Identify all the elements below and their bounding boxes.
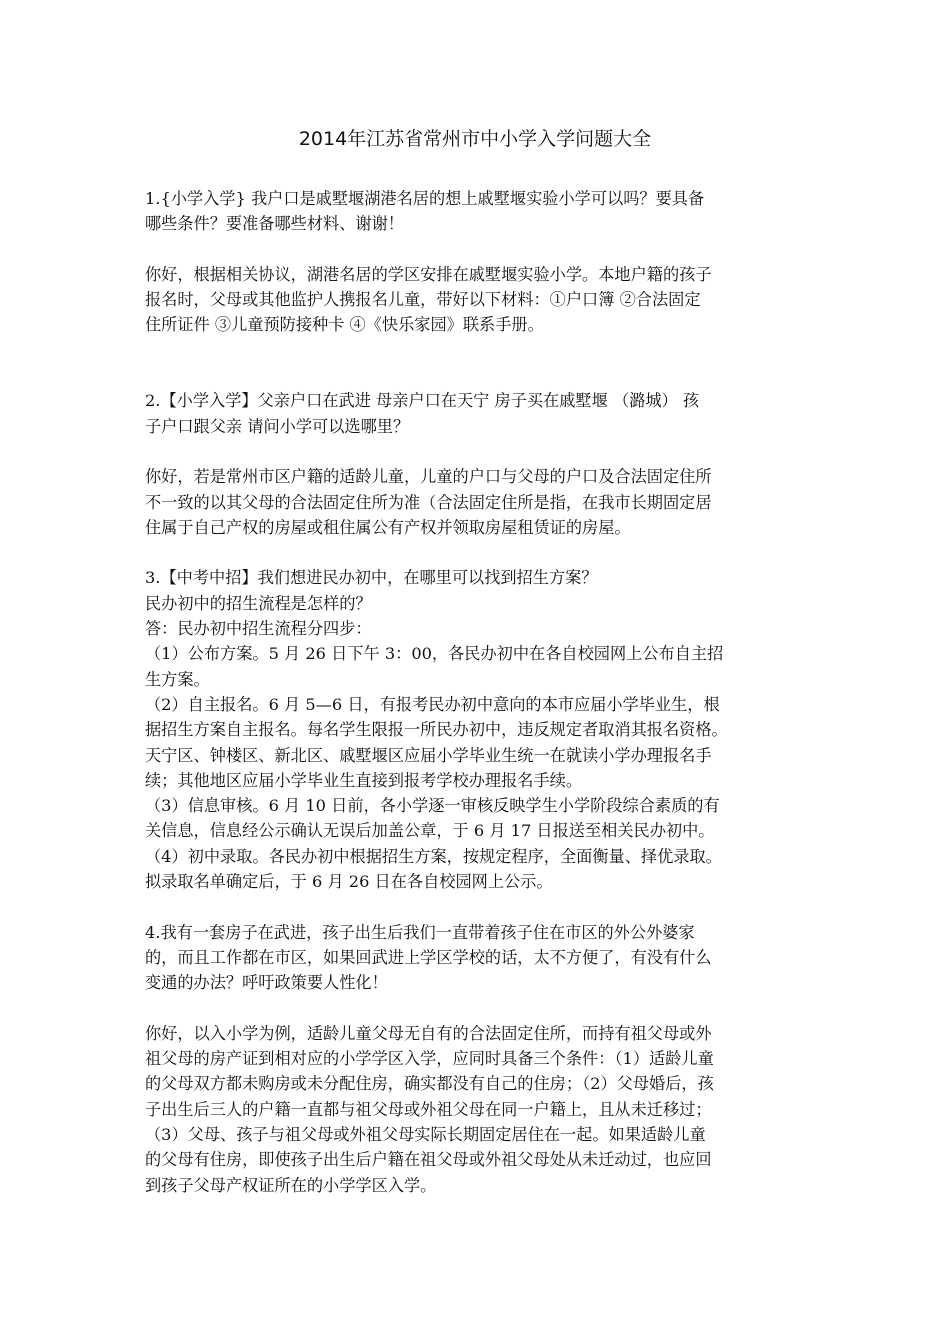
q4-answer-line-5: （3）父母、孩子与祖父母或外祖父母实际长期固定居住在一起。如果适龄儿童	[145, 1124, 706, 1144]
q1-answer-line-1: 你好，根据相关协议，湖港名居的学区安排在戚墅堰实验小学。本地户籍的孩子	[145, 264, 712, 284]
q2-question-line-1: 2.【小学入学】父亲户口在武进 母亲户口在天宁 房子买在戚墅堰 （潞城） 孩	[145, 391, 700, 411]
q3-step-1-line-1: （1）公布方案。5 月 26 日下午 3：00，各民办初中在各自校园网上公布自主招	[145, 644, 724, 664]
q1-answer-line-3: 住所证件 ③儿童预防接种卡 ④《快乐家园》联系手册。	[145, 315, 544, 335]
q4-answer-line-6: 的父母有住房，即使孩子出生后户籍在祖父母或外祖父母处从未迁动过，也应回	[145, 1150, 712, 1170]
q3-step-3-line-2: 关信息，信息经公示确认无误后加盖公章，于 6 月 17 日报送至相关民办初中。	[145, 821, 715, 841]
paragraph-spacer	[145, 439, 810, 464]
q3-question-line-1: 3.【中考中招】我们想进民办初中，在哪里可以找到招生方案？	[145, 568, 598, 588]
q3-step-4-line-2: 拟录取名单确定后，于 6 月 26 日在各自校园网上公示。	[145, 872, 553, 892]
q4-answer-line-7: 到孩子父母产权证所在的小学学区入学。	[145, 1175, 437, 1195]
q1-question-line-2: 哪些条件？要准备哪些材料、谢谢！	[145, 214, 404, 234]
paragraph-spacer	[145, 338, 810, 389]
q2-answer-line-2: 不一致的以其父母的合法固定住所为准（合法固定住所是指，在我市长期固定居	[145, 492, 712, 512]
q4-question-line-2: 的，而且工作都在市区，如果回武进上学区学校的话，太不方便了，有没有什么	[145, 947, 712, 967]
q3-question-line-2: 民办初中的招生流程是怎样的？	[145, 593, 372, 613]
q2-answer-line-1: 你好，若是常州市区户籍的适龄儿童，儿童的户口与父母的户口及合法固定住所	[145, 467, 712, 487]
document-body	[145, 186, 810, 1198]
q1-answer-line-2: 报名时，父母或其他监护人携报名儿童，带好以下材料：①户口簿 ②合法固定	[145, 290, 701, 310]
q1-question-line-1: 1.{小学入学} 我户口是戚墅堰湖港名居的想上戚墅堰实验小学可以吗？要具备	[145, 189, 705, 208]
q3-step-2-line-2: 据招生方案自主报名。每名学生限报一所民办初中，违反规定者取消其报名资格。	[145, 720, 728, 740]
q4-answer-line-2: 祖父母的房产证到相对应的小学学区入学，应同时具备三个条件：（1）适龄儿童	[145, 1049, 714, 1069]
q4-answer-line-1: 你好，以入小学为例，适龄儿童父母无自有的合法固定住所，而持有祖父母或外	[145, 1023, 712, 1043]
q2-answer-line-3: 住属于自己产权的房屋或租住属公有产权并领取房屋租赁证的房屋。	[145, 517, 631, 537]
q4-answer-line-4: 子出生后三人的户籍一直都与祖父母或外祖父母在同一户籍上，且从未迁移过；	[145, 1099, 712, 1119]
paragraph-spacer	[145, 894, 810, 919]
q3-step-2-line-4: 续；其他地区应届小学毕业生直接到报考学校办理报名手续。	[145, 770, 583, 790]
paragraph-spacer	[145, 996, 810, 1021]
q3-step-4-line-1: （4）初中录取。各民办初中根据招生方案，按规定程序，全面衡量、择优录取。	[145, 846, 722, 866]
q4-answer-line-3: 的父母双方都未购房或未分配住房，确实都没有自己的住房；（2）父母婚后，孩	[145, 1074, 714, 1094]
q2-question-line-2: 子户口跟父亲 请问小学可以选哪里？	[145, 416, 410, 436]
paragraph-spacer	[145, 540, 810, 565]
q3-step-3-line-1: （3）信息审核。6 月 10 日前，各小学逐一审核反映学生小学阶段综合素质的有	[145, 796, 720, 816]
q3-answer-intro: 答：民办初中招生流程分四步：	[145, 619, 372, 639]
q3-step-2-line-1: （2）自主报名。6 月 5—6 日，有报考民办初中意向的本市应届小学毕业生，根	[145, 694, 720, 714]
q4-question-line-1: 4.我有一套房子在武进，孩子出生后我们一直带着孩子住在市区的外公外婆家	[145, 922, 695, 942]
q4-question-line-3: 变通的办法？呼吁政策要人性化！	[145, 973, 388, 993]
q3-step-1-line-2: 生方案。	[145, 669, 210, 689]
paragraph-spacer	[145, 237, 810, 262]
document-title: 2014年江苏省常州市中小学入学问题大全	[298, 128, 652, 150]
q3-step-2-line-3: 天宁区、钟楼区、新北区、戚墅堰区应届小学毕业生统一在就读小学办理报名手	[145, 745, 712, 765]
